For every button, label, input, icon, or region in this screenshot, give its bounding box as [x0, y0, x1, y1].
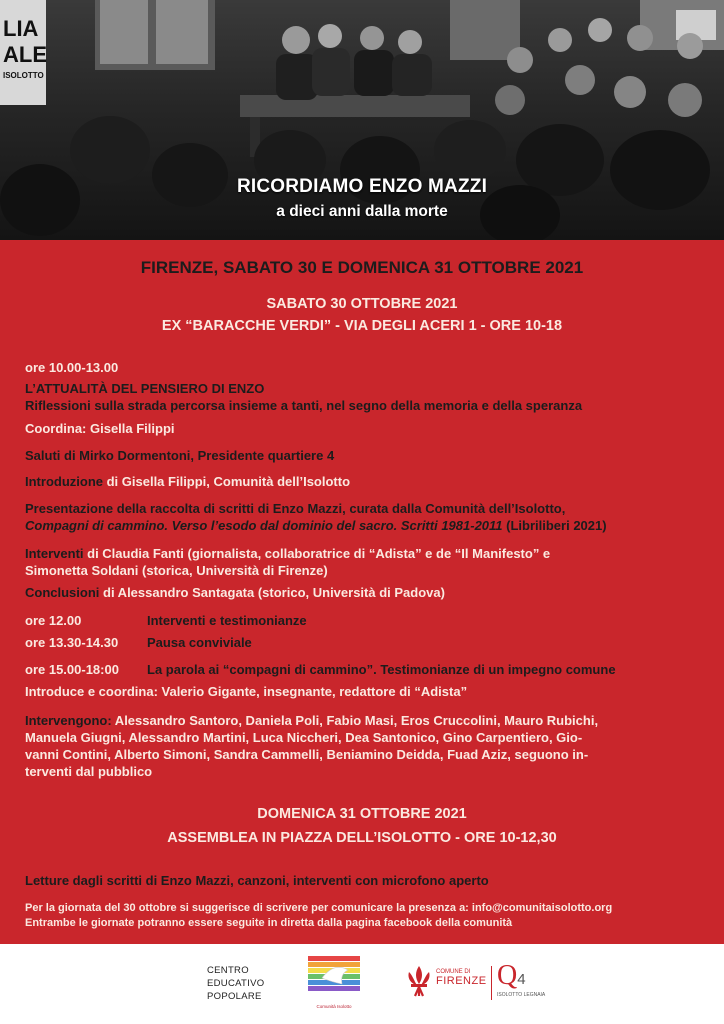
logo-divider [491, 966, 492, 1000]
block1-title: L’ATTUALITÀ DEL PENSIERO DI ENZO [25, 381, 265, 396]
intervengono-line-2: Manuela Giugni, Alessandro Martini, Luca Niccheri, Dea Santonico, Gino Carpentiero, Gio- [25, 730, 583, 745]
saluti-line [25, 447, 705, 464]
cep-line-3: POPOLARE [207, 991, 262, 1002]
q4-number: 4 [517, 971, 526, 988]
saturday-heading: SABATO 30 OTTOBRE 2021 [266, 296, 458, 312]
interventi-label: Interventi [25, 546, 84, 561]
sunday-readings: Letture dagli scritti di Enzo Mazzi, canzoni, interventi con microfono aperto [25, 873, 489, 888]
book-title: Compagni di cammino. Verso l’esodo dal dominio del sacro. Scritti 1981-2011 [25, 518, 503, 533]
intro-text: di Gisella Filippi, Comunità dell’Isolotto [103, 474, 351, 489]
saturday-venue: EX “BARACCHE VERDI” - VIA DEGLI ACERI 1 - ORE 10-18 [161, 318, 563, 334]
comune-name: FIRENZE [436, 975, 487, 987]
sponsor-footer [0, 944, 724, 1024]
intervengono-text-1: Alessandro Santoro, Daniela Poli, Fabio Masi, Eros Cruccolini, Mauro Rubichi, [111, 713, 599, 728]
intervengono-line-4: terventi dal pubblico [25, 764, 153, 779]
florence-lily-icon [405, 964, 433, 998]
interventi-line-2: Simonetta Soldani (storica, Università di Firenze) [25, 563, 328, 578]
intro-line [25, 473, 705, 490]
q4-letter: Q [497, 960, 518, 991]
poster-text-2: ALE [3, 42, 47, 67]
block1-time: ore 10.00-13.00 [25, 360, 119, 375]
main-heading: FIRENZE, SABATO 30 E DOMENICA 31 OTTOBRE 2021 [140, 258, 584, 277]
intro-label: Introduzione [25, 474, 103, 489]
q4-caption: ISOLOTTO LEGNAIA [497, 992, 546, 998]
sunday-heading: DOMENICA 31 OTTOBRE 2021 [257, 806, 467, 822]
presentation-line-2 [25, 517, 705, 534]
introduce-line: Introduce e coordina: Valerio Gigante, insegnante, redattore di “Adista” [25, 684, 468, 699]
program-panel [0, 240, 724, 944]
slot-2-desc: Pausa conviviale [147, 635, 252, 650]
slot-3-desc: La parola ai “compagni di cammino”. Testimonianze di un impegno comune [147, 662, 616, 677]
poster-text-3: ISOLOTTO [3, 71, 44, 80]
slot-1-time: ore 12.00 [25, 613, 82, 628]
hero-title: RICORDIAMO ENZO MAZZI [236, 176, 488, 197]
saluti-label: Saluti [25, 448, 61, 463]
book-publisher: (Libriliberi 2021) [502, 518, 607, 533]
interventi-text-1: di Claudia Fanti (giornalista, collaboratrice di “Adista” e de “Il Manifesto” e [83, 546, 551, 561]
interventi-line-1 [25, 545, 705, 562]
cep-logo-text [207, 964, 264, 1003]
slot-3-time: ore 15.00-18:00 [25, 662, 119, 677]
saluti-text: di Mirko Dormentoni, Presidente quartiere 4 [60, 448, 335, 463]
note-attendance: Per la giornata del 30 ottobre si suggerisce di scrivere per comunicare la presenza a: info@comunitaisolotto.org [25, 902, 613, 914]
comune-logo-text [436, 968, 487, 988]
header-photo [0, 0, 724, 240]
slot-2-time: ore 13.30-14.30 [25, 635, 119, 650]
sunday-venue: ASSEMBLEA IN PIAZZA DELL’ISOLOTTO - ORE 10-12,30 [167, 830, 557, 846]
note-streaming: Entrambe le giornate potranno essere seguite in diretta dalla pagina facebook della comunità [25, 917, 513, 929]
intervengono-line-3: vanni Contini, Alberto Simoni, Sandra Cammelli, Beniamino Deidda, Fuad Aziz, seguono in- [25, 747, 589, 762]
dove-caption: Comunità Isolotto [316, 1004, 352, 1009]
coordinator: Coordina: Gisella Filippi [25, 421, 175, 436]
intervengono-line-1 [25, 712, 705, 729]
presentation-line-1: Presentazione della raccolta di scritti di Enzo Mazzi, curata dalla Comunità dell’Isolotto, [25, 501, 566, 516]
cep-line-2: EDUCATIVO [207, 978, 265, 989]
cep-line-1: CENTRO [207, 965, 249, 976]
poster-text-1: LIA [3, 16, 39, 41]
intervengono-label: Intervengono: [25, 713, 112, 728]
hero-subtitle: a dieci anni dalla morte [276, 203, 448, 220]
conclusioni-text: di Alessandro Santagata (storico, Università di Padova) [99, 585, 445, 600]
conclusioni-label: Conclusioni [25, 585, 100, 600]
comune-small: COMUNE DI [436, 969, 471, 975]
q4-logo [497, 962, 526, 994]
block1-description: Riflessioni sulla strada percorsa insieme a tanti, nel segno della memoria e della speranza [25, 398, 583, 413]
slot-1-desc: Interventi e testimonianze [147, 613, 307, 628]
conclusioni-line [25, 584, 705, 601]
